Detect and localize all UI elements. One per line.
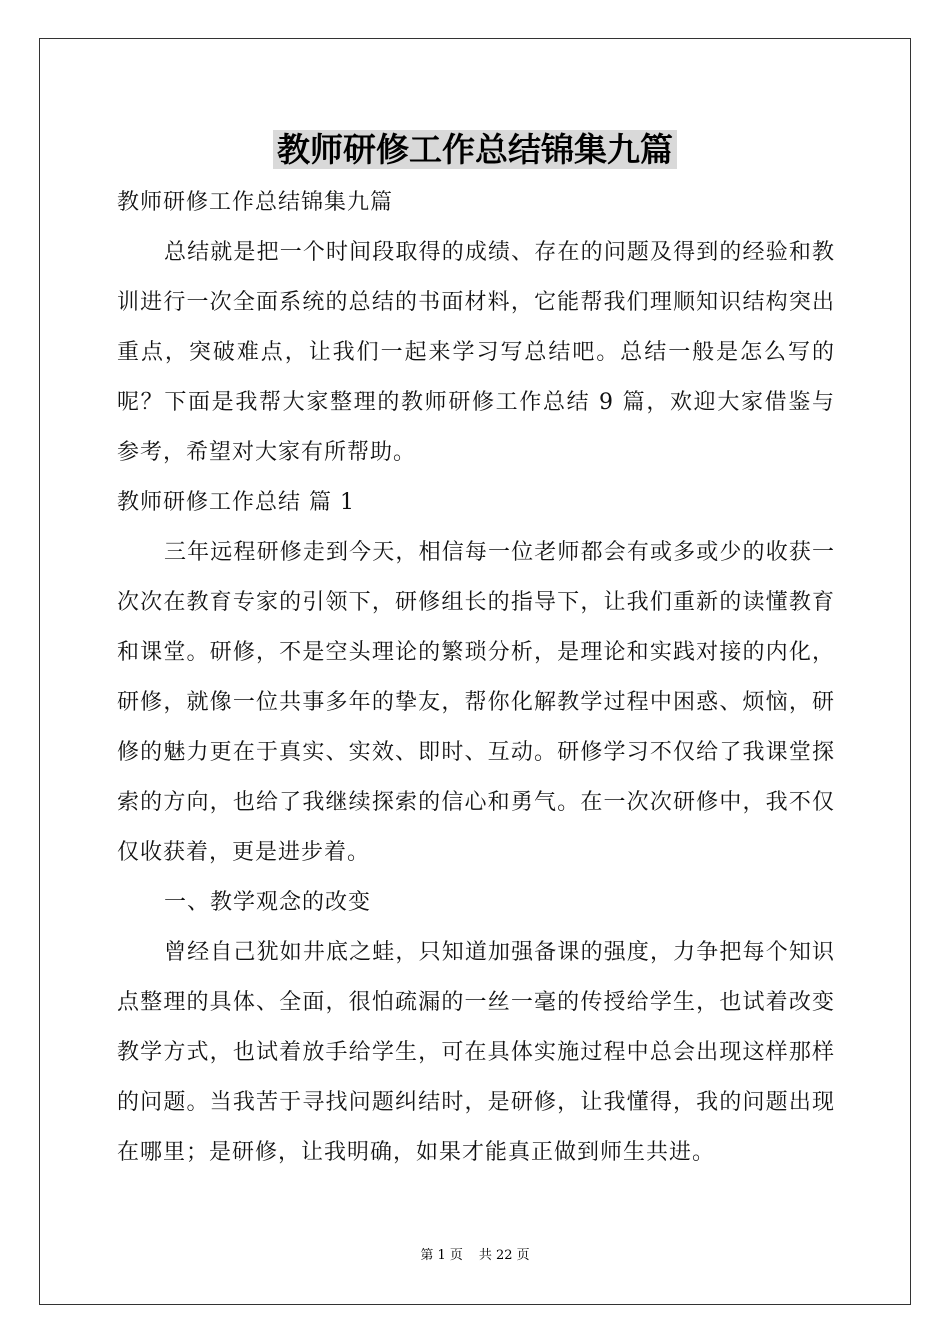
- section-heading: 教师研修工作总结 篇 1: [117, 490, 355, 515]
- page-footer: [0, 1244, 950, 1263]
- subsection-heading: 一、教学观念的改变: [164, 890, 372, 915]
- body-paragraph: 曾经自己犹如井底之蛙，只知道加强备课的强度，力争把每个知识点整理的具体、全面，很怕疏漏的一丝一毫的传授给学生，也试着改变教学方式，也试着放手给学生，可在具体实施过程中总会出现这样那样的问题。当我苦于寻找问题纠结时，是研修，让我懂得，我的问题出现在哪里；是研修，让我明确，如果才能真正做到师生共进。: [117, 940, 835, 1165]
- document-title: [0, 124, 950, 176]
- intro-paragraph: 总结就是把一个时间段取得的成绩、存在的问题及得到的经验和教训进行一次全面系统的总结的书面材料，它能帮我们理顺知识结构突出重点，突破难点，让我们一起来学习写总结吧。总结一般是怎么写的呢？下面是我帮大家整理的教师研修工作总结 9 篇，欢迎大家借鉴与参考，希望对大家有所帮助。: [117, 240, 835, 465]
- title-text: 教师研修工作总结锦集九篇: [273, 130, 677, 169]
- document-body: [117, 178, 835, 1178]
- page-number: 第 1 页: [420, 1248, 463, 1263]
- body-paragraph: 三年远程研修走到今天，相信每一位老师都会有或多或少的收获一次次在教育专家的引领下，研修组长的指导下，让我们重新的读懂教育和课堂。研修，不是空头理论的繁琐分析，是理论和实践对接的内化，研修，就像一位共事多年的挚友，帮你化解教学过程中困惑、烦恼，研修的魅力更在于真实、实效、即时、互动。研修学习不仅给了我课堂探索的方向，也给了我继续探索的信心和勇气。在一次次研修中，我不仅仅收获着，更是进步着。: [117, 540, 835, 865]
- subtitle-line: 教师研修工作总结锦集九篇: [117, 190, 394, 215]
- page-total: 共 22 页: [478, 1248, 530, 1263]
